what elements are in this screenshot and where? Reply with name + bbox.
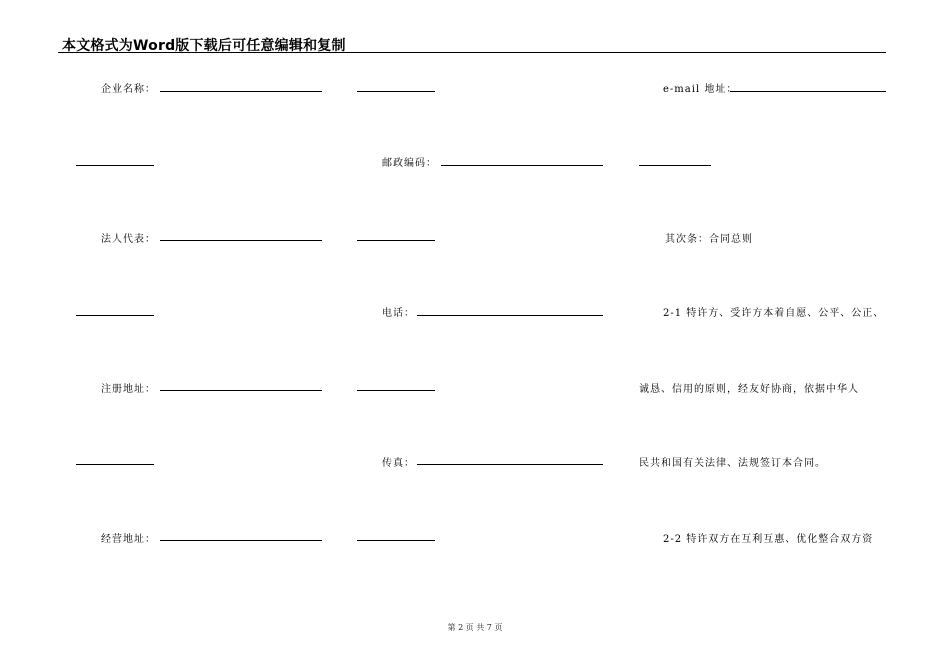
phone-field[interactable]: [417, 315, 603, 316]
paragraph-line: 2-2 特许双方在互利互惠、优化整合双方资: [663, 534, 874, 545]
blank-line[interactable]: [76, 165, 154, 166]
document-header-title: 本文格式为Word版下载后可任意编辑和复制: [62, 38, 346, 54]
paragraph-line: 诚恳、信用的原则，经友好协商，依据中华人: [639, 384, 859, 395]
reg-address-field[interactable]: [160, 390, 322, 391]
postal-code-label: 邮政编码：: [382, 158, 437, 169]
reg-address-label: 注册地址：: [101, 384, 156, 395]
blank-line[interactable]: [357, 91, 435, 92]
header-divider: [58, 52, 886, 53]
blank-line[interactable]: [76, 464, 154, 465]
blank-line[interactable]: [357, 240, 435, 241]
biz-address-label: 经营地址：: [101, 534, 156, 545]
postal-code-field[interactable]: [441, 165, 603, 166]
biz-address-field[interactable]: [160, 540, 322, 541]
paragraph-line: 2-1 特许方、受许方本着自愿、公平、公正、: [663, 308, 885, 319]
page-number: 第 2 页 共 7 页: [447, 623, 503, 632]
blank-line[interactable]: [357, 540, 435, 541]
company-name-label: 企业名称：: [101, 84, 156, 95]
legal-rep-field[interactable]: [160, 240, 322, 241]
legal-rep-label: 法人代表：: [101, 234, 156, 245]
phone-label: 电话：: [382, 308, 415, 319]
paragraph-line: 民共和国有关法律、法规签订本合同。: [639, 458, 826, 469]
company-name-field[interactable]: [160, 91, 322, 92]
email-label: e-mail 地址：: [663, 84, 738, 95]
blank-line[interactable]: [639, 165, 711, 166]
blank-line[interactable]: [76, 315, 154, 316]
fax-label: 传真：: [382, 458, 415, 469]
email-field[interactable]: [730, 91, 886, 92]
blank-line[interactable]: [357, 390, 435, 391]
section-title: 其次条：合同总则: [665, 234, 753, 245]
fax-field[interactable]: [417, 464, 603, 465]
